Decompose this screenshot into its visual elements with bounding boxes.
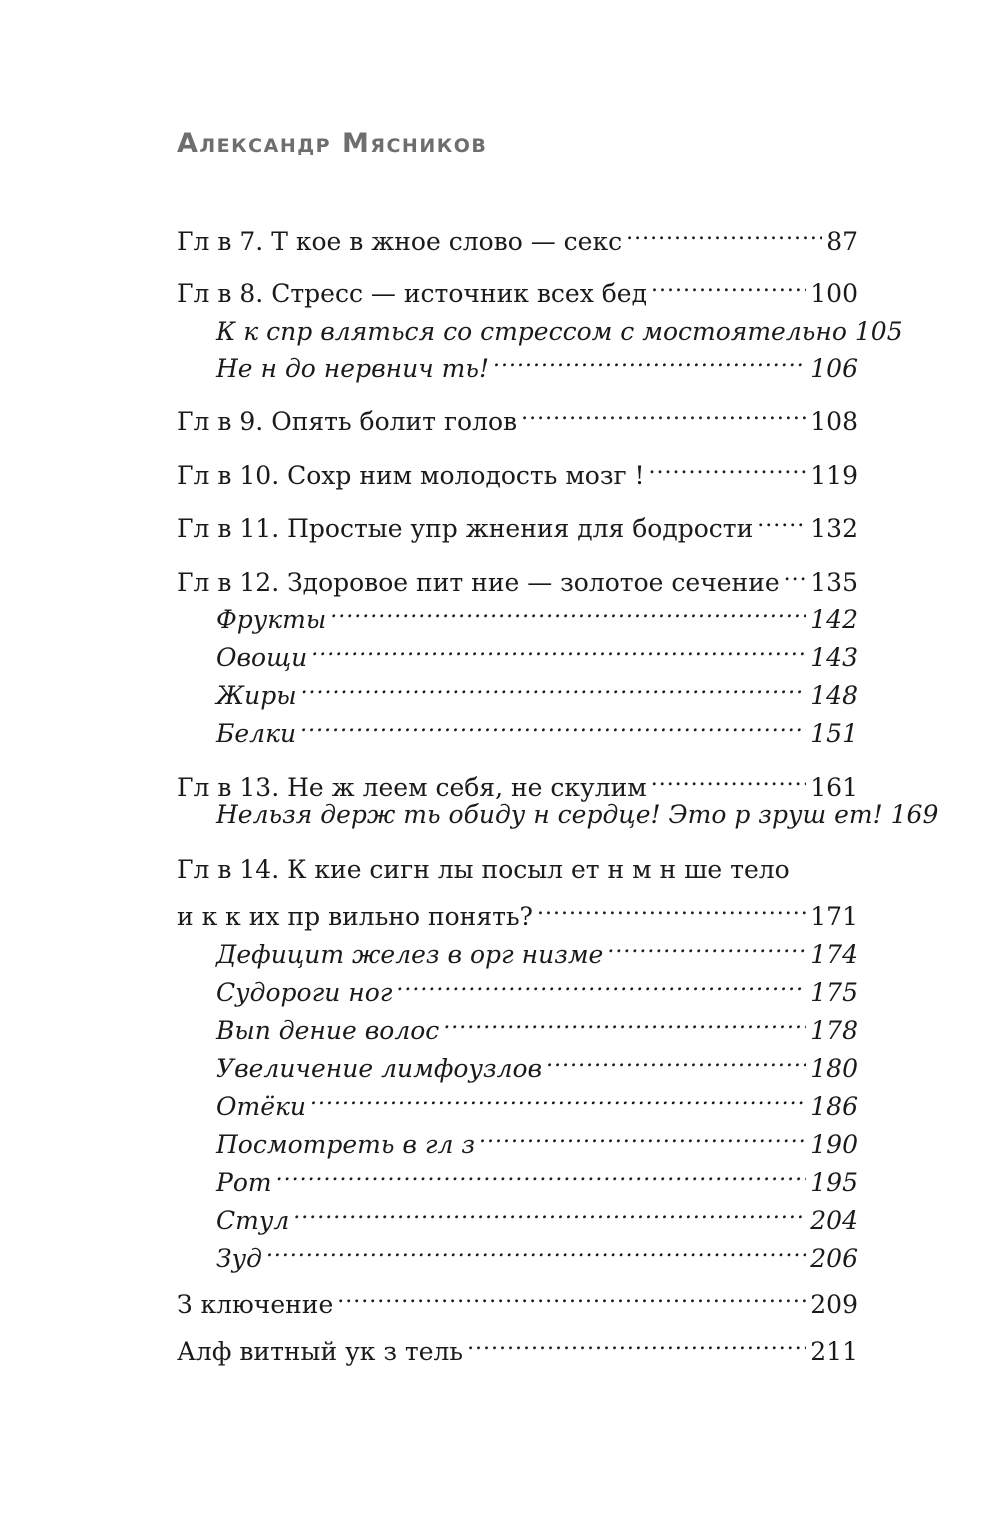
toc-subentry-mouth[interactable]	[216, 1155, 858, 1197]
toc-entry-index[interactable]	[177, 1324, 858, 1366]
toc-entry-chapter-10[interactable]	[177, 448, 858, 490]
toc-entry-page: 186	[810, 1092, 858, 1121]
dot-leader	[607, 927, 806, 963]
dot-leader	[479, 1117, 806, 1153]
toc-entry-chapter-14[interactable]	[177, 889, 858, 931]
toc-entry-title: Стул	[216, 1206, 290, 1235]
dot-leader	[300, 706, 806, 742]
toc-subentry-hair-loss[interactable]	[216, 1003, 858, 1045]
dot-leader	[521, 394, 806, 430]
dot-leader	[337, 1277, 806, 1313]
dot-leader	[276, 1155, 807, 1191]
dot-leader	[649, 448, 807, 484]
dot-leader	[626, 214, 822, 250]
toc-entry-title: Вып дение волос	[216, 1016, 440, 1045]
toc-entry-page: 190	[810, 1130, 858, 1159]
toc-entry-title: Фрукты	[216, 605, 327, 634]
toc-entry-title: Гл в 7. Т кое в жное слово — секс	[177, 227, 623, 256]
dot-leader	[651, 760, 807, 796]
toc-entry-chapter-13[interactable]	[177, 760, 858, 802]
toc-entry-page: 151	[810, 719, 858, 748]
toc-entry-page: 204	[810, 1206, 858, 1235]
toc-subentry-fruits[interactable]	[216, 592, 858, 634]
toc-entry-page: 206	[810, 1244, 858, 1273]
dot-leader	[493, 341, 806, 377]
dot-leader	[651, 266, 806, 302]
toc-entry-chapter-14-line1[interactable]: Гл в 14. К кие сигн лы посыл ет н м н ше тело	[177, 855, 790, 884]
toc-entry-chapter-9[interactable]	[177, 394, 858, 436]
toc-entry-title: К к спр вляться со стрессом с мостоятельно	[216, 317, 847, 346]
toc-entry-page: 108	[810, 407, 858, 436]
toc-entry-title: Не н до нервнич ть!	[216, 354, 490, 383]
toc-entry-page: 135	[810, 568, 858, 597]
toc-entry-title: Белки	[216, 719, 297, 748]
toc-entry-page: 171	[810, 902, 858, 931]
toc-entry-page: 119	[810, 461, 858, 490]
toc-entry-page: 178	[810, 1016, 858, 1045]
toc-entry-title: Увеличение лимфоузлов	[216, 1054, 543, 1083]
toc-entry-title: З ключение	[177, 1290, 334, 1319]
dot-leader	[301, 668, 807, 704]
toc-entry-page: 195	[810, 1168, 858, 1197]
toc-entry-page: 143	[810, 643, 858, 672]
toc-entry-title: Жиры	[216, 681, 297, 710]
dot-leader	[467, 1324, 806, 1360]
dot-leader	[396, 965, 806, 1001]
toc-entry-title: Дефицит желез в орг низме	[216, 940, 604, 969]
toc-entry-title: и к к их пр вильно понять?	[177, 902, 533, 931]
toc-entry-page: 106	[810, 354, 858, 383]
toc-subentry-eyes[interactable]	[216, 1117, 858, 1159]
toc-entry-title: Рот	[216, 1168, 272, 1197]
toc-entry-title: Алф витный ук з тель	[177, 1337, 464, 1366]
toc-entry-title: Нельзя держ ть обиду н сердце! Это р зруш ет!	[216, 800, 883, 829]
toc-subentry-vegetables[interactable]	[216, 630, 858, 672]
toc-entry-page: 100	[810, 279, 858, 308]
dot-leader	[310, 1079, 806, 1115]
toc-subentry-edema[interactable]	[216, 1079, 858, 1121]
dot-leader	[311, 630, 806, 666]
toc-subentry-stool[interactable]	[216, 1193, 858, 1235]
running-header: Александр Мясников	[177, 128, 488, 159]
toc-entry-title: Гл в 11. Простые упр жнения для бодрости	[177, 514, 754, 543]
dot-leader	[266, 1231, 806, 1267]
dot-leader	[757, 501, 806, 537]
toc-entry-title: Судороги ног	[216, 978, 393, 1007]
toc-subentry-lymph-nodes[interactable]	[216, 1041, 858, 1083]
dot-leader	[443, 1003, 806, 1039]
toc-subentry-fats[interactable]	[216, 668, 858, 710]
toc-entry-title: Овощи	[216, 643, 308, 672]
toc-entry-title: Гл в 10. Сохр ним молодость мозг !	[177, 461, 645, 490]
toc-subentry-no-nerves[interactable]	[216, 341, 858, 383]
toc-entry-page: 148	[810, 681, 858, 710]
toc-entry-page: 174	[810, 940, 858, 969]
toc-subentry-no-grudges[interactable]	[216, 797, 939, 833]
toc-subentry-leg-cramps[interactable]	[216, 965, 858, 1007]
toc-entry-page: 169	[890, 800, 939, 829]
toc-entry-title: Посмотреть в гл з	[216, 1130, 476, 1159]
dot-leader	[546, 1041, 806, 1077]
toc-entry-page: 161	[810, 773, 858, 802]
toc-entry-title: Гл в 13. Не ж леем себя, не скулим	[177, 773, 647, 802]
toc-entry-title: Зуд	[216, 1244, 262, 1273]
toc-subentry-itch[interactable]	[216, 1231, 858, 1273]
toc-entry-chapter-11[interactable]	[177, 501, 858, 543]
toc-subentry-stress-selfhelp[interactable]	[216, 304, 903, 346]
toc-subentry-proteins[interactable]	[216, 706, 858, 748]
toc-entry-page: 211	[810, 1337, 858, 1366]
toc-entry-page: 105	[854, 317, 903, 346]
toc-entry-chapter-12[interactable]	[177, 555, 858, 597]
toc-entry-conclusion[interactable]	[177, 1277, 858, 1319]
toc-entry-page: 87	[826, 227, 858, 256]
toc-entry-page: 132	[810, 514, 858, 543]
toc-entry-title: Гл в 9. Опять болит голов	[177, 407, 518, 436]
toc-entry-title: Гл в 12. Здоровое пит ние — золотое сечение	[177, 568, 780, 597]
toc-entry-title: Гл в 8. Стресс — источник всех бед	[177, 279, 647, 308]
toc-entry-page: 175	[810, 978, 858, 1007]
toc-entry-page: 209	[810, 1290, 858, 1319]
toc-entry-page: 142	[810, 605, 858, 634]
dot-leader	[330, 592, 806, 628]
toc-entry-chapter-7[interactable]	[177, 214, 858, 256]
toc-subentry-iron-deficiency[interactable]	[216, 927, 858, 969]
dot-leader	[293, 1193, 806, 1229]
toc-entry-page: 180	[810, 1054, 858, 1083]
dot-leader	[537, 889, 806, 925]
toc-entry-chapter-8[interactable]	[177, 266, 858, 308]
dot-leader	[784, 555, 807, 591]
toc-entry-title: Отёки	[216, 1092, 307, 1121]
